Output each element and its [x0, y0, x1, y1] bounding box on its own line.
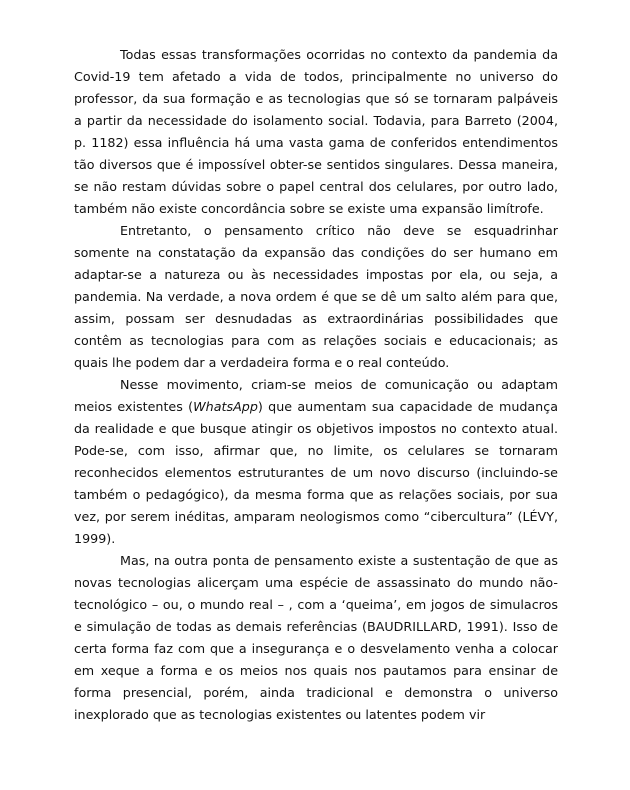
whatsapp-term: WhatsApp [193, 399, 258, 414]
paragraph-2 [74, 220, 558, 374]
paragraph-3 [74, 374, 558, 550]
paragraph-1 [74, 44, 558, 220]
body-text [74, 44, 558, 726]
paragraph-4-text: Mas, na outra ponta de pensamento existe a sustentação de que as novas tecnologias alicerçam uma espécie de assassinato do mundo não-tecnológico – ou, o mundo real – , com a ‘queima’, em jogos de simulacros e simulação de todas as demais referências (BAUDRILLARD, 1991). Isso de certa forma faz com que a insegurança e o desvelamento venha a colocar em xeque a forma e os meios nos quais nos pautamos para ensinar de forma presencial, porém, ainda tradicional e demonstra o universo inexplorado que as tecnologias existentes ou latentes podem vir [74, 553, 558, 722]
paragraph-3-text-a: Nesse movimento, criam-se meios de comunicação ou adaptam meios existentes ( [74, 377, 558, 414]
paragraph-4 [74, 550, 558, 726]
paragraph-1-text: Todas essas transformações ocorridas no contexto da pandemia da Covid-19 tem afetado a vida de todos, principalmente no universo do professor, da sua formação e as tecnologias que só se tornaram palpáveis a partir da necessidade do isolamento social. Todavia, para Barreto (2004, p. 1182) essa influência há uma vasta gama de conferidos entendimentos tão diversos que é impossível obter-se sentidos singulares. Dessa maneira, se não restam dúvidas sobre o papel central dos celulares, por outro lado, também não existe concordância sobre se existe uma expansão limítrofe. [74, 47, 558, 216]
paragraph-2-text: Entretanto, o pensamento crítico não deve se esquadrinhar somente na constatação da expansão das condições do ser humano em adaptar-se a natureza ou às necessidades impostas por ela, ou seja, a pandemia. Na verdade, a nova ordem é que se dê um salto além para que, assim, possam ser desnudadas as extraordinárias possibilidades que contêm as tecnologias para com as relações sociais e educacionais; as quais lhe podem dar a verdadeira forma e o real conteúdo. [74, 223, 558, 370]
paragraph-3-text-b: ) que aumentam sua capacidade de mudança da realidade e que busque atingir os objetivos impostos no contexto atual. Pode-se, com isso, afirmar que, no limite, os celulares se tornaram reconhecidos elementos estruturantes de um novo discurso (incluindo-se também o pedagógico), da mesma forma que as relações sociais, por sua vez, por serem inéditas, amparam neologismos como “cibercultura” (LÉVY, 1999). [74, 399, 558, 546]
